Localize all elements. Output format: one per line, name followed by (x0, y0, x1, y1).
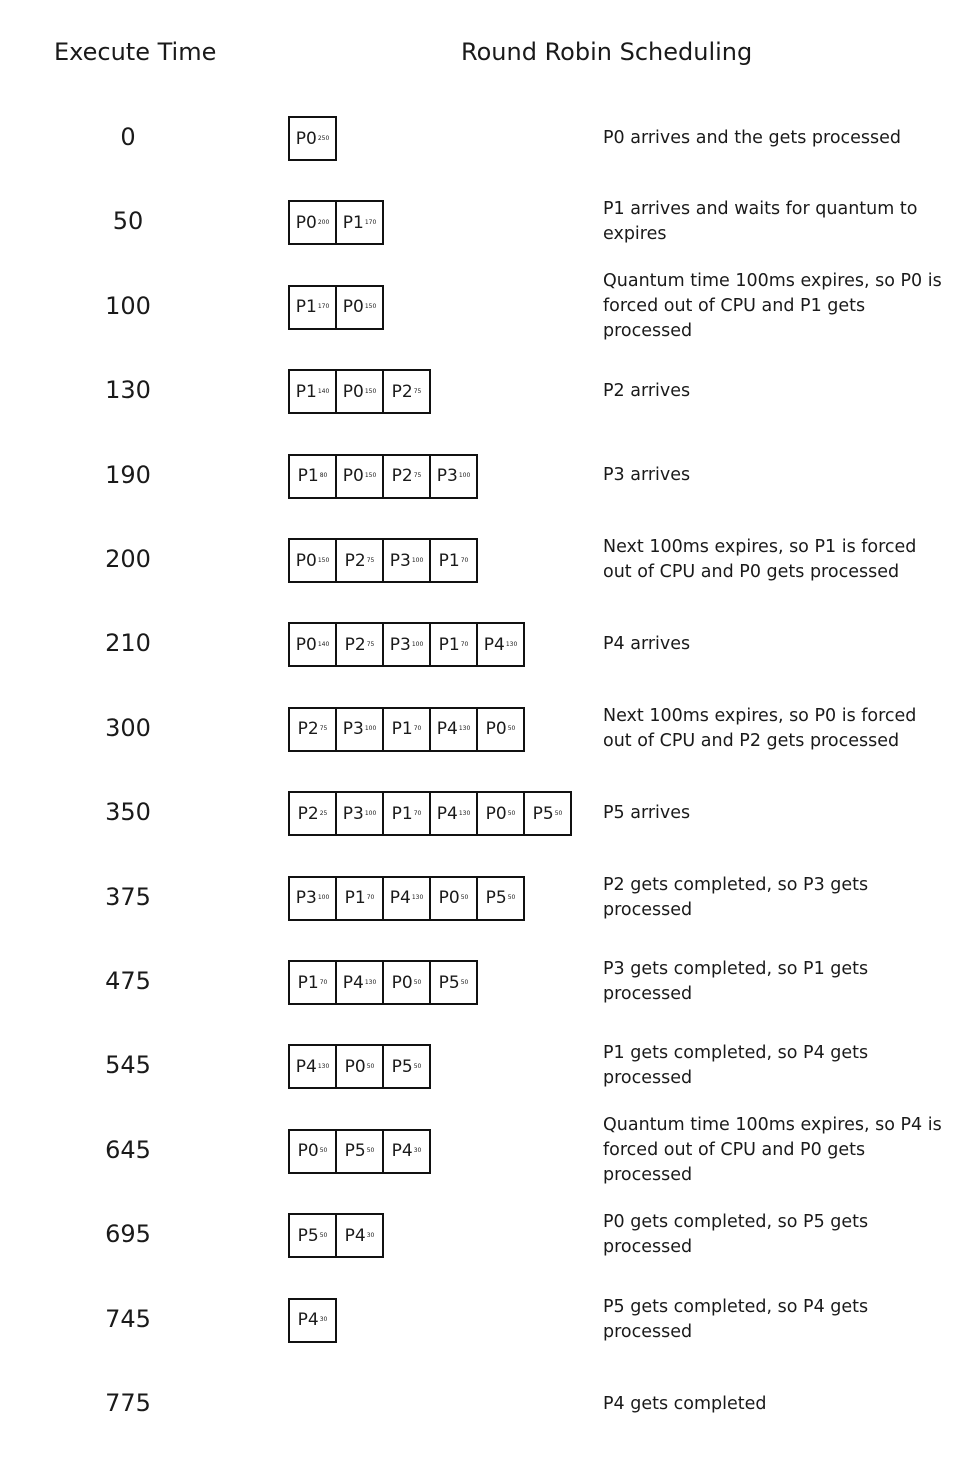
remaining-time: 50 (460, 978, 469, 986)
process-id: P1 (297, 972, 319, 993)
process-id: P5 (297, 1225, 319, 1246)
process-cell (335, 707, 384, 752)
execute-time: 100 (105, 291, 151, 320)
remaining-time: 30 (413, 1147, 422, 1155)
event-text: P2 arrives (603, 380, 691, 401)
remaining-time: 50 (507, 809, 516, 817)
remaining-time: 100 (458, 472, 471, 480)
process-id: P0 (391, 972, 413, 993)
timeline-row (0, 687, 960, 771)
process-id: P5 (532, 803, 554, 824)
ready-queue (288, 538, 478, 583)
process-id: P0 (295, 212, 317, 233)
event-description (603, 771, 948, 855)
ready-queue (288, 369, 431, 414)
process-id: P2 (344, 634, 366, 655)
remaining-time: 70 (460, 556, 469, 564)
remaining-time: 150 (317, 556, 330, 564)
process-cell (382, 960, 431, 1005)
process-cell (335, 876, 384, 921)
remaining-time: 75 (319, 725, 328, 733)
execute-time: 745 (105, 1304, 151, 1333)
remaining-time: 100 (411, 640, 424, 648)
process-cell (288, 369, 337, 414)
process-cell (382, 538, 431, 583)
process-id: P1 (438, 634, 460, 655)
process-id: P1 (342, 212, 364, 233)
process-cell (382, 791, 431, 836)
execute-time: 475 (105, 967, 151, 995)
ready-queue (288, 454, 478, 499)
process-id: P4 (297, 1310, 319, 1331)
process-id: P0 (295, 128, 317, 149)
timeline-row (0, 1278, 960, 1362)
process-id: P3 (342, 803, 364, 824)
remaining-time: 70 (319, 978, 328, 986)
execute-time: 190 (105, 460, 151, 489)
remaining-time: 50 (507, 894, 516, 902)
execute-time: 200 (105, 545, 151, 573)
remaining-time: 100 (411, 556, 424, 564)
process-cell (335, 1213, 384, 1258)
process-id: P0 (485, 719, 507, 740)
timeline-row (0, 96, 960, 180)
process-cell (335, 622, 384, 667)
event-text: Quantum time 100ms expires, so P0 is forced out of CPU and P1 gets processed (603, 271, 942, 342)
process-cell (429, 454, 478, 499)
remaining-time: 50 (460, 894, 469, 902)
process-cell (288, 622, 337, 667)
remaining-time: 170 (317, 303, 330, 311)
diagram-title: Round Robin Scheduling (461, 38, 753, 66)
process-id: P2 (344, 550, 366, 571)
process-cell (288, 876, 337, 921)
process-id: P4 (344, 1225, 366, 1246)
process-cell (288, 454, 337, 499)
process-id: P2 (391, 381, 413, 402)
timeline-row (0, 856, 960, 940)
event-description (603, 265, 948, 349)
process-cell (335, 538, 384, 583)
remaining-time: 250 (317, 134, 330, 142)
process-cell (476, 876, 525, 921)
execute-time: 50 (112, 207, 144, 236)
ready-queue (288, 1129, 431, 1174)
execute-time-header: Execute Time (54, 38, 217, 66)
process-cell (335, 1044, 384, 1089)
ready-queue (288, 200, 384, 245)
process-id: P4 (483, 634, 505, 655)
process-id: P1 (295, 381, 317, 402)
process-id: P3 (389, 634, 411, 655)
event-description (603, 96, 948, 180)
process-id: P3 (389, 550, 411, 571)
remaining-time: 150 (364, 303, 377, 311)
remaining-time: 200 (317, 218, 330, 226)
timeline-row (0, 518, 960, 602)
process-cell (523, 791, 572, 836)
remaining-time: 100 (364, 725, 377, 733)
remaining-time: 30 (319, 1316, 328, 1324)
remaining-time: 50 (507, 725, 516, 733)
process-id: P0 (342, 381, 364, 402)
process-cell (288, 1213, 337, 1258)
process-id: P2 (297, 803, 319, 824)
ready-queue (288, 876, 525, 921)
process-cell (335, 454, 384, 499)
process-cell (429, 622, 478, 667)
process-id: P1 (344, 888, 366, 909)
event-description (603, 349, 948, 433)
event-text: Next 100ms expires, so P0 is forced out of CPU and P2 gets processed (603, 705, 917, 751)
event-description (603, 687, 948, 771)
event-text: P4 arrives (603, 633, 691, 654)
process-id: P2 (297, 719, 319, 740)
process-cell (335, 369, 384, 414)
event-text: P1 gets completed, so P4 gets processed (603, 1043, 869, 1089)
remaining-time: 25 (319, 809, 328, 817)
event-text: P1 arrives and waits for quantum to expires (603, 199, 918, 245)
process-id: P3 (295, 888, 317, 909)
process-id: P4 (389, 888, 411, 909)
process-id: P0 (342, 297, 364, 318)
ready-queue (288, 116, 337, 161)
remaining-time: 150 (364, 387, 377, 395)
remaining-time: 100 (317, 894, 330, 902)
event-description (603, 602, 948, 686)
process-id: P1 (297, 466, 319, 487)
remaining-time: 75 (366, 640, 375, 648)
event-text: P4 gets completed (603, 1393, 767, 1414)
timeline-row (0, 180, 960, 264)
remaining-time: 50 (319, 1231, 328, 1239)
process-cell (335, 791, 384, 836)
remaining-time: 50 (413, 978, 422, 986)
ready-queue (288, 707, 525, 752)
ready-queue (288, 1213, 384, 1258)
remaining-time: 140 (317, 387, 330, 395)
process-cell (335, 960, 384, 1005)
remaining-time: 130 (317, 1062, 330, 1070)
process-id: P3 (436, 466, 458, 487)
ready-queue (288, 960, 478, 1005)
execute-time: 695 (105, 1220, 151, 1249)
process-cell (288, 960, 337, 1005)
event-description (603, 518, 948, 602)
timeline-row (0, 1109, 960, 1193)
remaining-time: 130 (411, 894, 424, 902)
process-id: P5 (391, 1056, 413, 1077)
remaining-time: 75 (366, 556, 375, 564)
process-id: P0 (295, 634, 317, 655)
process-id: P0 (485, 803, 507, 824)
timeline-row (0, 1024, 960, 1108)
ready-queue (288, 622, 525, 667)
process-cell (429, 791, 478, 836)
process-cell (429, 960, 478, 1005)
remaining-time: 130 (458, 725, 471, 733)
process-cell (382, 707, 431, 752)
process-id: P0 (438, 888, 460, 909)
process-cell (288, 1298, 337, 1343)
process-cell (382, 454, 431, 499)
process-id: P1 (295, 297, 317, 318)
timeline-row (0, 602, 960, 686)
execute-time: 350 (105, 798, 151, 827)
remaining-time: 170 (364, 218, 377, 226)
event-text: Next 100ms expires, so P1 is forced out of CPU and P0 gets processed (603, 537, 917, 582)
event-description (603, 1362, 948, 1446)
process-cell (288, 707, 337, 752)
process-cell (476, 622, 525, 667)
event-description (603, 1278, 948, 1362)
remaining-time: 130 (458, 809, 471, 817)
process-id: P5 (344, 1141, 366, 1162)
process-id: P1 (438, 550, 460, 571)
remaining-time: 50 (366, 1062, 375, 1070)
process-cell (476, 707, 525, 752)
process-id: P5 (485, 888, 507, 909)
process-cell (288, 1129, 337, 1174)
process-cell (288, 200, 337, 245)
execute-time: 375 (105, 882, 151, 911)
remaining-time: 50 (319, 1147, 328, 1155)
process-cell (288, 1044, 337, 1089)
remaining-time: 50 (366, 1147, 375, 1155)
process-cell (382, 369, 431, 414)
remaining-time: 30 (366, 1231, 375, 1239)
event-description (603, 940, 948, 1024)
event-text: P5 arrives (603, 802, 691, 823)
process-id: P5 (438, 972, 460, 993)
event-text: P3 gets completed, so P1 gets processed (603, 959, 869, 1004)
timeline-row (0, 771, 960, 855)
process-id: P4 (436, 803, 458, 824)
event-description (603, 180, 948, 264)
timeline-row (0, 265, 960, 349)
remaining-time: 130 (505, 640, 518, 648)
ready-queue (288, 1298, 337, 1343)
process-cell (429, 538, 478, 583)
execute-time: 645 (105, 1135, 151, 1164)
process-cell (288, 538, 337, 583)
timeline-row (0, 940, 960, 1024)
execute-time: 0 (120, 123, 136, 151)
remaining-time: 150 (364, 472, 377, 480)
process-cell (288, 285, 337, 330)
remaining-time: 70 (413, 725, 422, 733)
process-id: P1 (391, 803, 413, 824)
process-id: P0 (297, 1141, 319, 1162)
process-cell (288, 116, 337, 161)
event-description (603, 1024, 948, 1108)
ready-queue (288, 285, 384, 330)
process-id: P4 (436, 719, 458, 740)
remaining-time: 130 (364, 978, 377, 986)
remaining-time: 70 (366, 894, 375, 902)
process-id: P4 (391, 1141, 413, 1162)
event-text: P5 gets completed, so P4 gets processed (603, 1296, 869, 1342)
process-cell (382, 622, 431, 667)
process-id: P4 (342, 972, 364, 993)
remaining-time: 100 (364, 809, 377, 817)
remaining-time: 70 (460, 640, 469, 648)
remaining-time: 50 (413, 1062, 422, 1070)
execute-time: 545 (105, 1051, 151, 1080)
process-id: P4 (295, 1056, 317, 1077)
process-cell (288, 791, 337, 836)
event-text: P0 arrives and the gets processed (603, 127, 902, 148)
process-id: P0 (342, 466, 364, 487)
process-cell (335, 285, 384, 330)
execute-time: 130 (105, 376, 151, 405)
process-cell (382, 1129, 431, 1174)
process-cell (429, 707, 478, 752)
event-description (603, 1109, 948, 1193)
remaining-time: 70 (413, 809, 422, 817)
event-description (603, 856, 948, 940)
process-cell (382, 876, 431, 921)
event-description (603, 1193, 948, 1277)
process-id: P3 (342, 719, 364, 740)
ready-queue (288, 791, 572, 836)
process-cell (476, 791, 525, 836)
timeline-row (0, 434, 960, 518)
timeline-row (0, 1193, 960, 1277)
process-id: P0 (344, 1056, 366, 1077)
ready-queue (288, 1044, 431, 1089)
event-text: P3 arrives (603, 465, 691, 486)
process-id: P2 (391, 466, 413, 487)
remaining-time: 75 (413, 472, 422, 480)
remaining-time: 140 (317, 640, 330, 648)
process-cell (335, 1129, 384, 1174)
execute-time: 775 (105, 1389, 151, 1417)
timeline-row (0, 349, 960, 433)
remaining-time: 80 (319, 472, 328, 480)
remaining-time: 50 (554, 809, 563, 817)
event-description (603, 434, 948, 518)
execute-time: 300 (105, 713, 151, 742)
process-cell (335, 200, 384, 245)
remaining-time: 75 (413, 387, 422, 395)
process-cell (382, 1044, 431, 1089)
timeline-row (0, 1362, 960, 1446)
execute-time: 210 (105, 629, 151, 658)
event-text: P2 gets completed, so P3 gets processed (603, 874, 869, 920)
process-cell (429, 876, 478, 921)
process-id: P1 (391, 719, 413, 740)
event-text: P0 gets completed, so P5 gets processed (603, 1212, 869, 1258)
event-text: Quantum time 100ms expires, so P4 is forced out of CPU and P0 gets processed (603, 1115, 942, 1186)
process-id: P0 (295, 550, 317, 571)
